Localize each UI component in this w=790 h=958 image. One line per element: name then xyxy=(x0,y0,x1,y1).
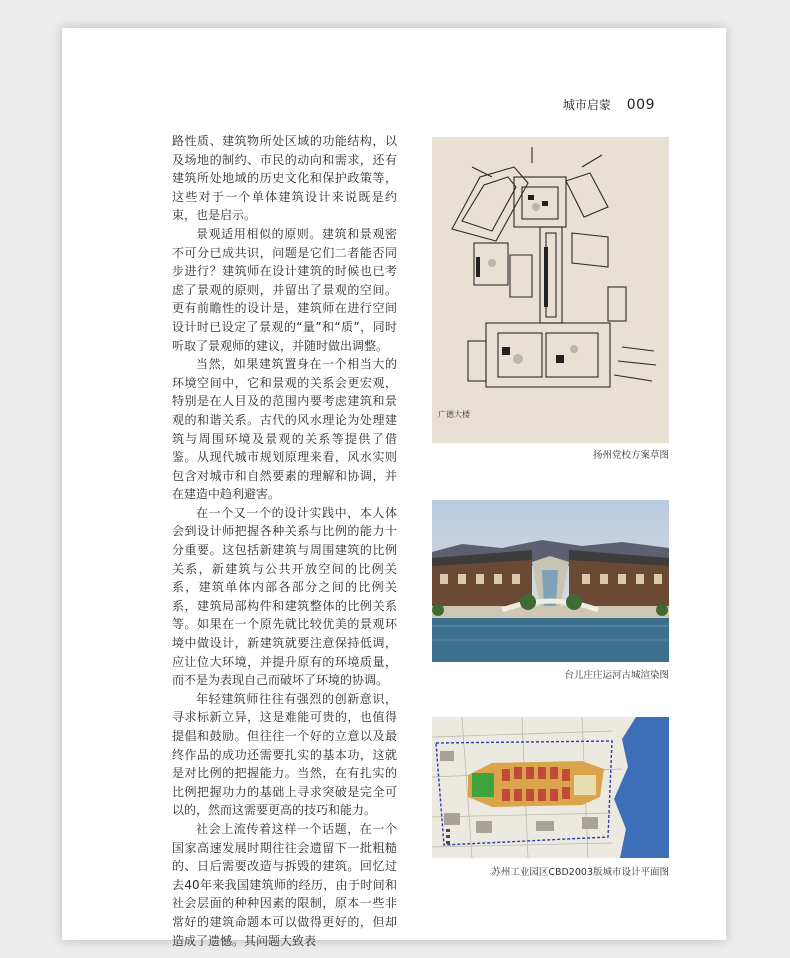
figure-sketch xyxy=(432,137,669,443)
chapter-title: 城市启蒙 xyxy=(562,98,611,112)
figure-master-plan xyxy=(432,717,669,858)
body-text xyxy=(172,132,397,950)
page-number: 009 xyxy=(626,97,655,113)
figure-caption-sketch: 扬州党校方案草图 xyxy=(592,450,669,461)
architectural-sketch-image xyxy=(432,137,669,443)
figure-caption-master-plan: 苏州工业园区CBD2003版城市设计平面图 xyxy=(491,867,669,878)
paragraph: 社会上流传着这样一个话题，在一个国家高速发展时期往往会遗留下一批粗糙的、日后需要改造与拆毁的建筑。回忆过去40年来我国建筑师的经历，由于时间和社会层面的种种因素的限制，原本一些非常好的建筑命题本可以做得更好的，但却造成了遗憾。其问题大致表 xyxy=(172,821,397,948)
paragraph: 景观适用相似的原则。建筑和景观密不可分已成共识，问题是它们二者能否同步进行？建筑师在设计建筑的时候也已考虑了景观的原则，并留出了景观的空间。更有前瞻性的设计是，建筑师在进行空间设计时已设定了景观的“量”和“质”，同时听取了景观师的建议，并随时做出调整。 xyxy=(172,226,397,353)
canal-town-rendering-image xyxy=(432,500,669,662)
running-header xyxy=(563,96,655,113)
book-page xyxy=(62,28,726,948)
paragraph: 年轻建筑师往往有强烈的创新意识，寻求标新立异，这是难能可贵的，也值得提倡和鼓励。但往往一个好的立意以及最终作品的成功还需要扎实的基本功，这就是对比例的把握能力。当然，在有扎实的比例把握功力的基础上寻求突破是完全可以的，然而这需要更高的技巧和能力。 xyxy=(172,691,397,818)
paragraph: 路性质、建筑物所处区域的功能结构，以及场地的制约、市民的动向和需求，还有建筑所处地域的历史文化和保护政策等，这些对于一个单体建筑设计来说既是约束，也是启示。 xyxy=(172,134,397,223)
paragraph: 当然，如果建筑置身在一个相当大的环境空间中，它和景观的关系会更宏观，特别是在人目及的范围内要考虑建筑和景观的和谐关系。古代的风水理论为处理建筑与周围环境及景观的关系等提供了借鉴。从现代城市规划原理来看，风水实则包含对城市和自然要素的理解和协调，并在建造中趋利避害。 xyxy=(172,357,397,502)
paragraph: 在一个又一个的设计实践中，本人体会到设计师把握各种关系与比例的能力十分重要。这包括新建筑与周围建筑的比例关系，新建筑与公共开放空间的比例关系，建筑单体内部各部分之间的比例关系，建筑局部构件和建筑整体的比例关系等。如果在一个原先就比较优美的景观环境中做设计，新建筑就要注意保持低调，应让位大环境，并提升原有的环境质量，而不是为表现自己而破坏了环境的协调。 xyxy=(172,505,397,688)
sketch-handwritten-note: 广德大楼 xyxy=(438,410,470,419)
figure-rendering xyxy=(432,500,669,662)
figure-caption-rendering: 台儿庄庄运河古城渲染图 xyxy=(564,670,669,681)
cbd-master-plan-image xyxy=(432,717,669,858)
